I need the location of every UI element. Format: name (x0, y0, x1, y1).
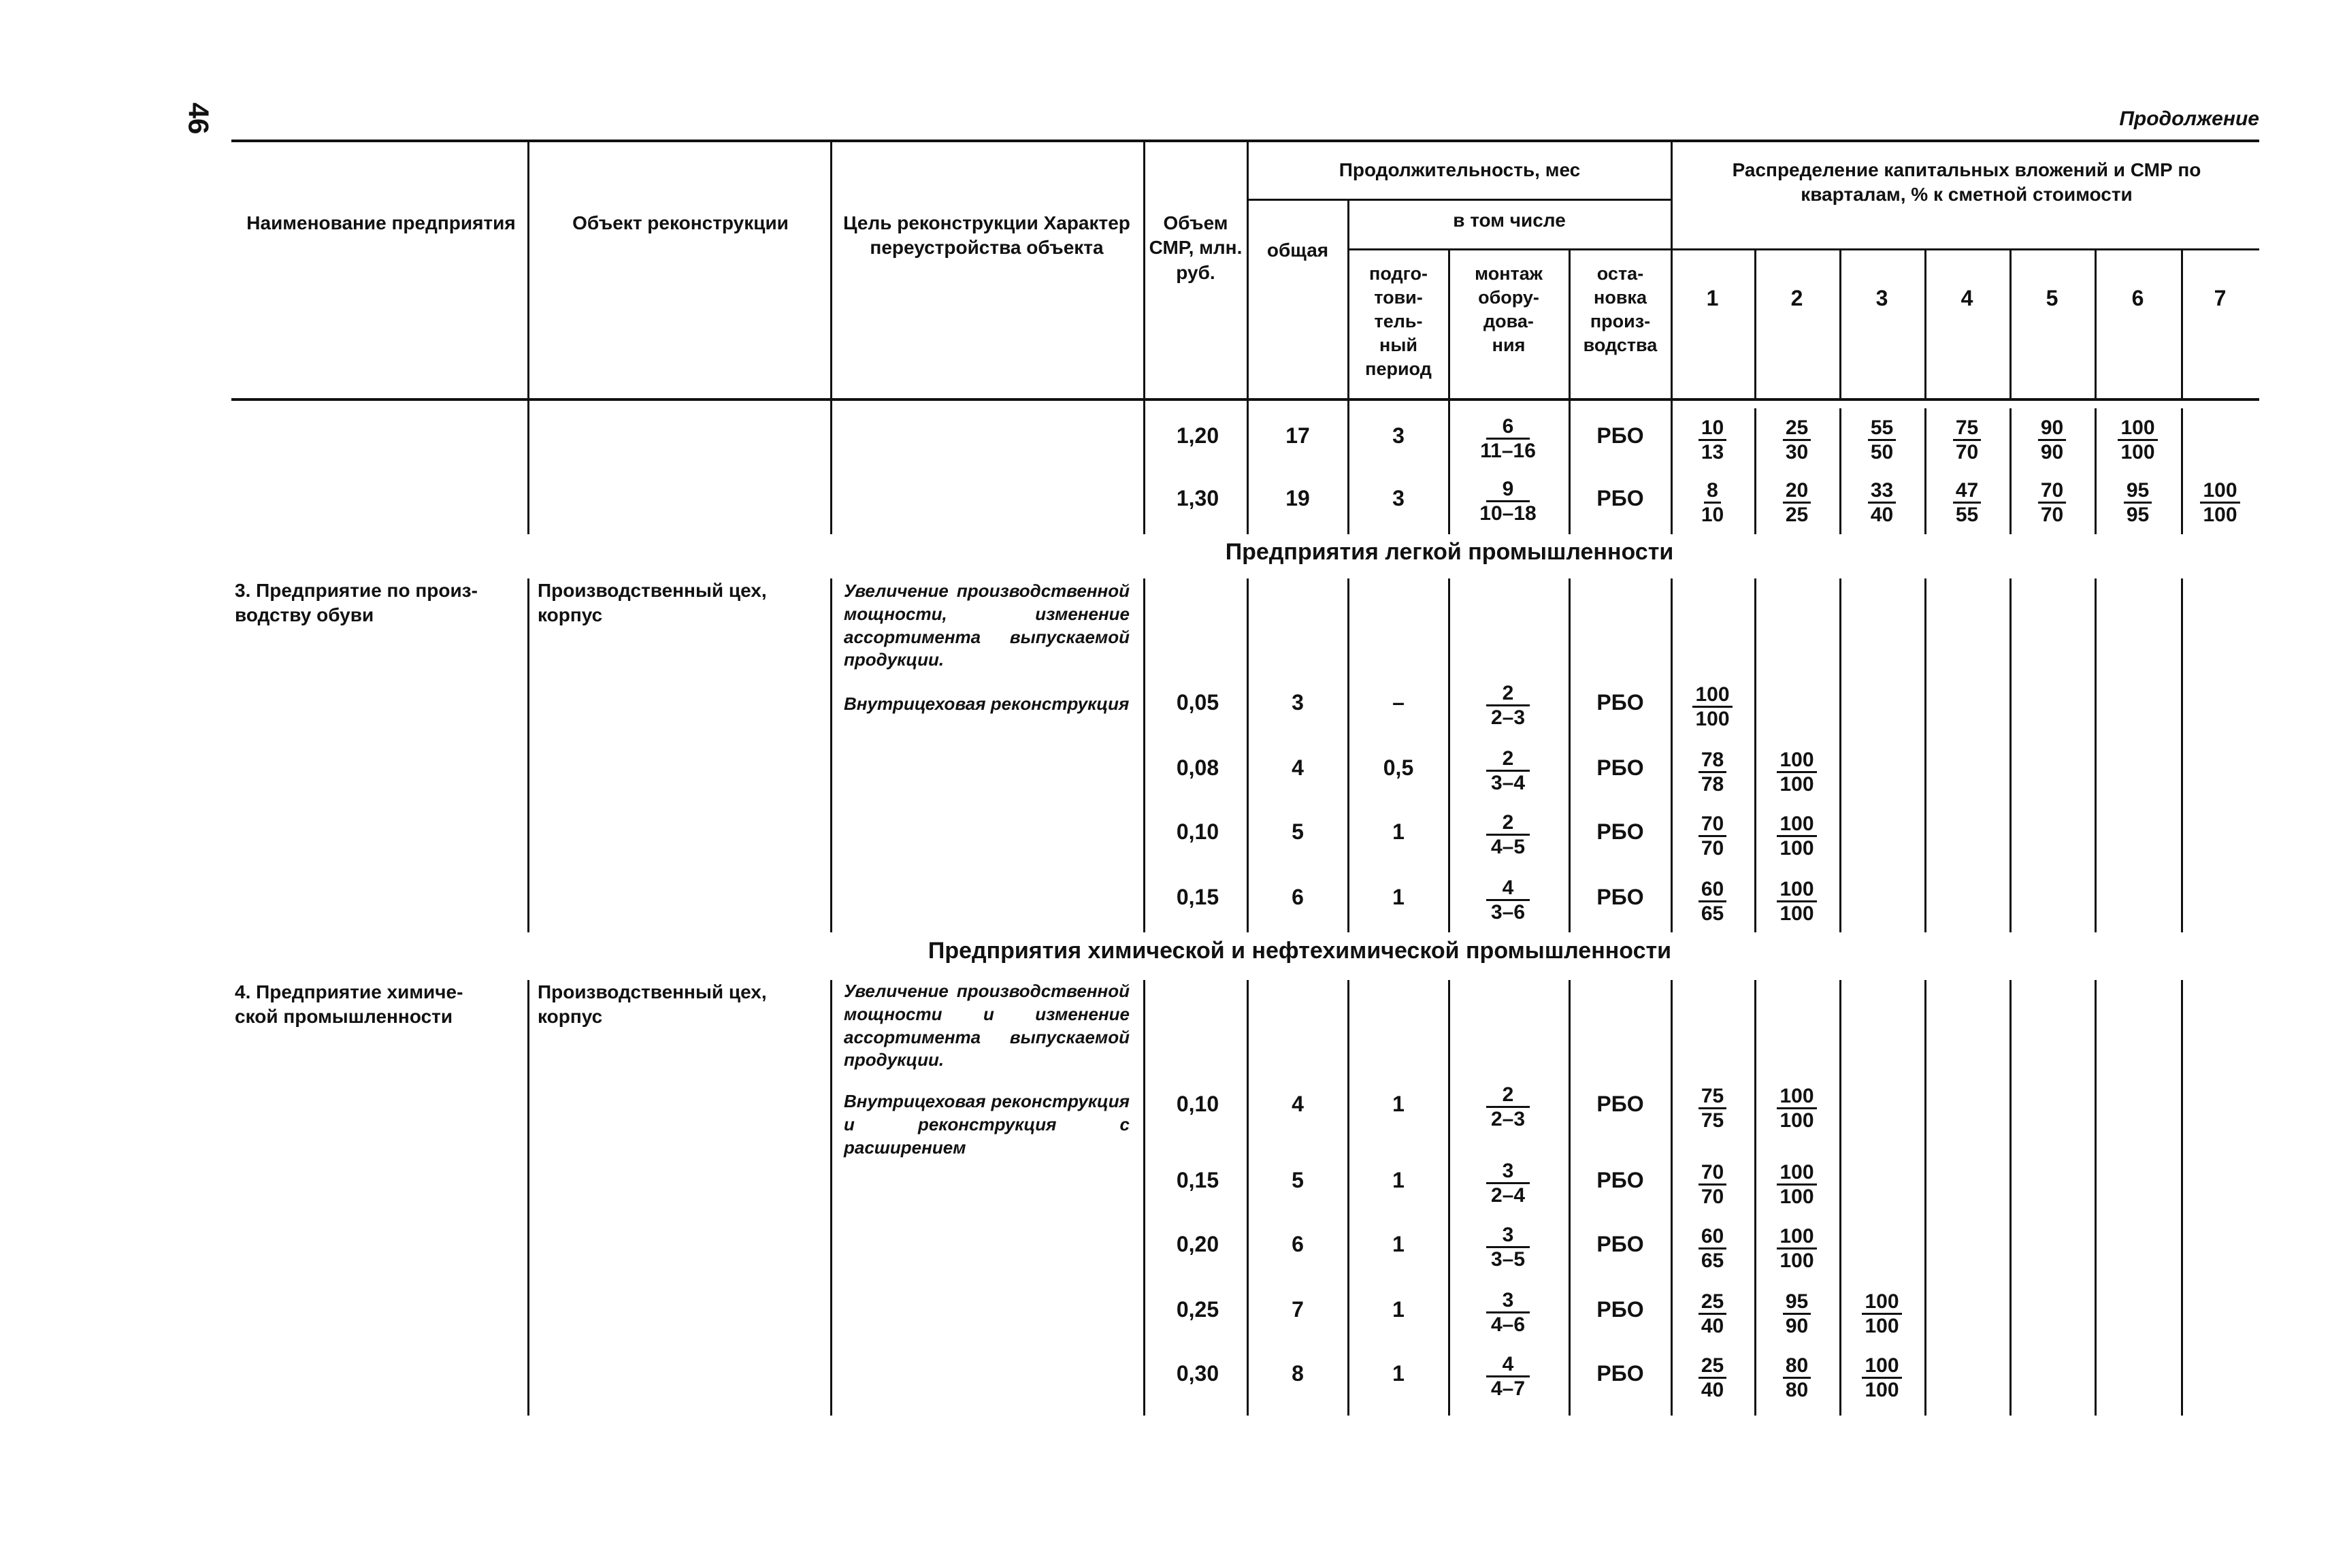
quarter-fraction (1672, 1290, 1754, 1337)
duration-total-cell: 17 (1285, 423, 1310, 448)
column-line (1839, 980, 1841, 1416)
numerator: 60 (1699, 878, 1726, 902)
denominator: 10–18 (1479, 502, 1537, 525)
quarter-fraction (1756, 878, 1838, 925)
denominator: 55 (1955, 504, 1979, 526)
duration-total-cell: 6 (1292, 1232, 1304, 1256)
denominator: 2–3 (1490, 1108, 1526, 1130)
denominator: 100 (1779, 773, 1814, 796)
denominator: 40 (1701, 1315, 1724, 1337)
denominator: 100 (1779, 1250, 1814, 1272)
install-fraction (1454, 1353, 1562, 1400)
numerator: 10 (1699, 416, 1726, 441)
numerator: 75 (1699, 1085, 1726, 1109)
duration-total-cell: 5 (1292, 1168, 1304, 1192)
quarter-fraction (1756, 1161, 1838, 1208)
column-line (1754, 248, 1756, 398)
denominator: 100 (2203, 504, 2237, 526)
column-line (1347, 578, 1349, 932)
prep-period-cell: 3 (1392, 486, 1405, 510)
quarter-fraction (1841, 416, 1923, 463)
denominator: 40 (1870, 504, 1894, 526)
column-line (1839, 578, 1841, 932)
numerator: 6 (1486, 415, 1530, 440)
header-including: в том числе (1453, 210, 1566, 231)
section2-title: Предприятия химической и нефтехимической промышленности (928, 938, 1672, 964)
header-distribution: Распределение капитальных вложений и СМР по кварталам, % к сметной стоимости (1732, 159, 2201, 206)
column-line (1347, 398, 1349, 534)
denominator: 4–7 (1490, 1377, 1526, 1400)
denominator: 4–5 (1490, 836, 1526, 858)
denominator: 70 (1701, 837, 1724, 860)
quarter-fraction (1672, 1085, 1754, 1132)
numerator: 4 (1486, 877, 1530, 901)
section2-enterprise-name: 4. Предприятие химиче- ской промышленности (235, 981, 463, 1028)
rule-line (231, 398, 2259, 401)
stop-cell: РБО (1596, 486, 1644, 510)
page-number: 46 (182, 102, 215, 135)
column-line (1448, 248, 1450, 398)
column-line (1247, 140, 1249, 398)
numerator: 70 (1699, 813, 1726, 837)
denominator: 3–4 (1490, 772, 1526, 794)
quarter-fraction (1672, 878, 1754, 925)
stop-cell: РБО (1596, 1168, 1644, 1192)
continuation-label: Продолжение (2119, 108, 2259, 130)
numerator: 20 (1783, 479, 1811, 504)
column-line (2009, 408, 2012, 534)
numerator: 100 (1777, 1085, 1816, 1109)
volume-cell: 0,10 (1176, 1092, 1219, 1116)
column-line (2181, 408, 2183, 534)
duration-total-cell: 4 (1292, 1092, 1304, 1116)
quarter-fraction (1756, 1225, 1838, 1272)
volume-cell: 0,20 (1176, 1232, 1219, 1256)
quarter-fraction (1672, 1354, 1754, 1401)
prep-period-cell: 1 (1392, 1092, 1405, 1116)
denominator: 65 (1701, 1250, 1724, 1272)
quarter-fraction (1672, 749, 1754, 796)
header-install: монтаж обору- дова- ния (1475, 263, 1543, 356)
quarter-fraction (1756, 1085, 1838, 1132)
duration-total-cell: 7 (1292, 1297, 1304, 1322)
denominator: 70 (1701, 1186, 1724, 1208)
section1-object: Производственный цех, корпус (538, 580, 767, 626)
stop-cell: РБО (1596, 1361, 1644, 1386)
install-fraction (1454, 415, 1562, 462)
duration-total-cell: 3 (1292, 690, 1304, 715)
column-line (2181, 248, 2183, 398)
denominator: 100 (1779, 902, 1814, 925)
header-prep: подго- тови- тель- ный период (1365, 263, 1432, 380)
quarter-fraction (1756, 479, 1838, 526)
column-line (2181, 980, 2183, 1416)
stop-cell: РБО (1596, 423, 1644, 448)
numerator: 8 (1704, 479, 1721, 504)
quarter-fraction (2012, 416, 2093, 463)
quarter-fraction (1756, 1354, 1838, 1401)
quarter-fraction (1926, 479, 2008, 526)
numerator: 47 (1953, 479, 1981, 504)
stop-cell: РБО (1596, 1232, 1644, 1256)
quarter-fraction (1926, 416, 2008, 463)
quarter-fraction (1841, 1290, 1923, 1337)
column-line (1347, 980, 1349, 1416)
denominator: 25 (1785, 504, 1809, 526)
column-line (2095, 980, 2097, 1416)
numerator: 25 (1783, 416, 1811, 441)
stop-cell: РБО (1596, 755, 1644, 780)
section2-goal-increase: Увеличение производственной мощности и изменение ассортимента выпускаемой продукции. (844, 981, 1130, 1071)
quarter-fraction (1756, 1290, 1838, 1337)
column-line (2009, 980, 2012, 1416)
prep-period-cell: 1 (1392, 1232, 1405, 1256)
numerator: 100 (2200, 479, 2239, 504)
stop-cell: РБО (1596, 819, 1644, 844)
numerator: 100 (1862, 1354, 1901, 1379)
denominator: 2–4 (1490, 1184, 1526, 1207)
quarter-fraction (2097, 479, 2179, 526)
numerator: 70 (1699, 1161, 1726, 1186)
stop-cell: РБО (1596, 1092, 1644, 1116)
column-line (1569, 578, 1571, 932)
denominator: 13 (1701, 441, 1724, 463)
denominator: 3–6 (1490, 901, 1526, 924)
column-line (1143, 140, 1145, 398)
denominator: 65 (1701, 902, 1724, 925)
prep-period-cell: 1 (1392, 1361, 1405, 1386)
denominator: 11–16 (1480, 440, 1536, 462)
header-quarter-2: 2 (1790, 286, 1803, 310)
column-line (2009, 248, 2012, 398)
prep-period-cell: 0,5 (1383, 755, 1414, 780)
column-line (1143, 980, 1145, 1416)
duration-total-cell: 6 (1292, 885, 1304, 909)
column-line (1448, 398, 1450, 534)
numerator: 2 (1486, 811, 1530, 836)
capital-investment-table (231, 140, 2259, 1419)
quarter-fraction (1841, 479, 1923, 526)
denominator: 2–3 (1490, 706, 1526, 729)
column-line (527, 980, 529, 1416)
denominator: 70 (2040, 504, 2064, 526)
quarter-fraction (1672, 479, 1754, 526)
numerator: 100 (1777, 813, 1816, 837)
quarter-fraction (1672, 1161, 1754, 1208)
denominator: 3–5 (1490, 1248, 1526, 1271)
rule-line (1671, 248, 2259, 250)
section1-title: Предприятия легкой промышленности (1225, 539, 1674, 565)
numerator: 100 (1777, 1161, 1816, 1186)
quarter-fraction (1672, 813, 1754, 860)
column-line (2095, 578, 2097, 932)
install-fraction (1454, 1083, 1562, 1130)
numerator: 100 (1777, 1225, 1816, 1250)
column-line (1448, 578, 1450, 932)
column-line (1671, 140, 1673, 398)
header-enterprise-name: Наименование предприятия (246, 212, 516, 233)
install-fraction (1454, 478, 1562, 525)
duration-total-cell: 19 (1285, 486, 1310, 510)
column-line (1839, 408, 1841, 534)
quarter-fraction (2097, 416, 2179, 463)
denominator: 75 (1701, 1109, 1724, 1132)
quarter-fraction (1841, 1354, 1923, 1401)
numerator: 95 (1783, 1290, 1811, 1315)
quarter-fraction (2012, 479, 2093, 526)
quarter-fraction (1756, 813, 1838, 860)
numerator: 3 (1486, 1289, 1530, 1313)
denominator: 100 (2120, 441, 2155, 463)
install-fraction (1454, 1224, 1562, 1271)
prep-period-cell: 1 (1392, 819, 1405, 844)
numerator: 9 (1486, 478, 1530, 502)
column-line (830, 140, 832, 398)
numerator: 4 (1486, 1353, 1530, 1377)
column-line (2095, 248, 2097, 398)
volume-cell: 1,20 (1176, 423, 1219, 448)
numerator: 100 (1862, 1290, 1901, 1315)
rule-line (1247, 199, 1671, 201)
stop-cell: РБО (1596, 1297, 1644, 1322)
numerator: 78 (1699, 749, 1726, 773)
rule-line (231, 140, 2259, 142)
column-line (2095, 408, 2097, 534)
header-quarter-6: 6 (2131, 286, 2144, 310)
install-fraction (1454, 682, 1562, 729)
column-line (1754, 408, 1756, 534)
denominator: 100 (1779, 1109, 1814, 1132)
volume-cell: 0,08 (1176, 755, 1219, 780)
column-line (1569, 398, 1571, 534)
column-line (1247, 980, 1249, 1416)
column-line (830, 578, 832, 932)
prep-period-cell: 1 (1392, 1297, 1405, 1322)
denominator: 40 (1701, 1379, 1724, 1401)
denominator: 100 (1865, 1379, 1899, 1401)
header-quarter-1: 1 (1706, 286, 1719, 310)
volume-cell: 0,25 (1176, 1297, 1219, 1322)
numerator: 2 (1486, 747, 1530, 772)
section1-enterprise-name: 3. Предприятие по произ- водству обуви (235, 580, 478, 626)
numerator: 100 (1692, 683, 1732, 708)
denominator: 70 (1955, 441, 1979, 463)
quarter-fraction (1672, 416, 1754, 463)
header-quarter-4: 4 (1960, 286, 1973, 310)
volume-cell: 0,10 (1176, 819, 1219, 844)
numerator: 33 (1868, 479, 1896, 504)
denominator: 100 (1695, 708, 1730, 730)
quarter-fraction (1672, 1225, 1754, 1272)
section1-goal-reconstruction: Внутрицеховая реконструкция (844, 693, 1130, 714)
denominator: 4–6 (1490, 1313, 1526, 1336)
denominator: 100 (1865, 1315, 1899, 1337)
numerator: 70 (2038, 479, 2066, 504)
prep-period-cell: 3 (1392, 423, 1405, 448)
numerator: 100 (2118, 416, 2157, 441)
install-fraction (1454, 1289, 1562, 1336)
column-line (1924, 248, 1926, 398)
column-line (2009, 578, 2012, 932)
quarter-fraction (2180, 479, 2261, 526)
install-fraction (1454, 1160, 1562, 1207)
numerator: 2 (1486, 682, 1530, 706)
numerator: 3 (1486, 1160, 1530, 1184)
header-volume: Объем СМР, млн. руб. (1149, 212, 1243, 283)
column-line (1143, 578, 1145, 932)
denominator: 10 (1701, 504, 1724, 526)
column-line (1247, 578, 1249, 932)
column-line (830, 398, 832, 534)
volume-cell: 1,30 (1176, 486, 1219, 510)
numerator: 3 (1486, 1224, 1530, 1248)
section2-goal-reconstruction: Внутрицеховая реконструкция и реконструкция с расширением (844, 1091, 1130, 1158)
denominator: 100 (1779, 1186, 1814, 1208)
column-line (1924, 980, 1926, 1416)
volume-cell: 0,30 (1176, 1361, 1219, 1386)
denominator: 95 (2126, 504, 2150, 526)
numerator: 60 (1699, 1225, 1726, 1250)
denominator: 90 (2040, 441, 2064, 463)
duration-total-cell: 8 (1292, 1361, 1304, 1386)
prep-period-cell: 1 (1392, 885, 1405, 909)
header-object: Объект реконструкции (572, 212, 789, 233)
column-line (527, 578, 529, 932)
column-line (1924, 408, 1926, 534)
numerator: 25 (1699, 1290, 1726, 1315)
quarter-fraction (1756, 416, 1838, 463)
numerator: 2 (1486, 1083, 1530, 1108)
header-goal: Цель реконструкции Характер переустройства объекта (843, 212, 1130, 259)
install-fraction (1454, 811, 1562, 858)
header-quarter-3: 3 (1875, 286, 1888, 310)
volume-cell: 0,15 (1176, 885, 1219, 909)
duration-total-cell: 5 (1292, 819, 1304, 844)
column-line (1448, 980, 1450, 1416)
column-line (1924, 578, 1926, 932)
prep-period-cell: – (1392, 690, 1405, 715)
column-line (1247, 398, 1249, 534)
numerator: 25 (1699, 1354, 1726, 1379)
numerator: 100 (1777, 878, 1816, 902)
stop-cell: РБО (1596, 690, 1644, 715)
header-quarter-5: 5 (2046, 286, 2058, 310)
prep-period-cell: 1 (1392, 1168, 1405, 1192)
column-line (527, 140, 529, 398)
install-fraction (1454, 877, 1562, 924)
denominator: 30 (1785, 441, 1809, 463)
column-line (1569, 980, 1571, 1416)
denominator: 78 (1701, 773, 1724, 796)
duration-total-cell: 4 (1292, 755, 1304, 780)
denominator: 80 (1785, 1379, 1809, 1401)
column-line (2181, 578, 2183, 932)
denominator: 100 (1779, 837, 1814, 860)
numerator: 75 (1953, 416, 1981, 441)
numerator: 95 (2124, 479, 2152, 504)
numerator: 90 (2038, 416, 2066, 441)
header-quarter-7: 7 (2214, 286, 2227, 310)
column-line (1839, 248, 1841, 398)
header-stop: оста- новка произ- водства (1583, 263, 1658, 356)
numerator: 55 (1868, 416, 1896, 441)
header-total: общая (1266, 240, 1329, 261)
install-fraction (1454, 747, 1562, 794)
column-line (830, 980, 832, 1416)
section1-goal-increase: Увеличение производственной мощности, изменение ассортимента выпускаемой продукции. (844, 581, 1130, 670)
numerator: 100 (1777, 749, 1816, 773)
quarter-fraction (1756, 749, 1838, 796)
header-duration: Продолжительность, мес (1339, 159, 1581, 180)
numerator: 80 (1783, 1354, 1811, 1379)
stop-cell: РБО (1596, 885, 1644, 909)
column-line (1347, 199, 1349, 398)
section2-object: Производственный цех, корпус (538, 981, 767, 1028)
volume-cell: 0,05 (1176, 690, 1219, 715)
quarter-fraction (1672, 683, 1754, 730)
denominator: 50 (1870, 441, 1894, 463)
rule-line (1347, 248, 1671, 250)
denominator: 90 (1785, 1315, 1809, 1337)
column-line (1569, 248, 1571, 398)
volume-cell: 0,15 (1176, 1168, 1219, 1192)
column-line (527, 398, 529, 534)
column-line (1143, 398, 1145, 534)
